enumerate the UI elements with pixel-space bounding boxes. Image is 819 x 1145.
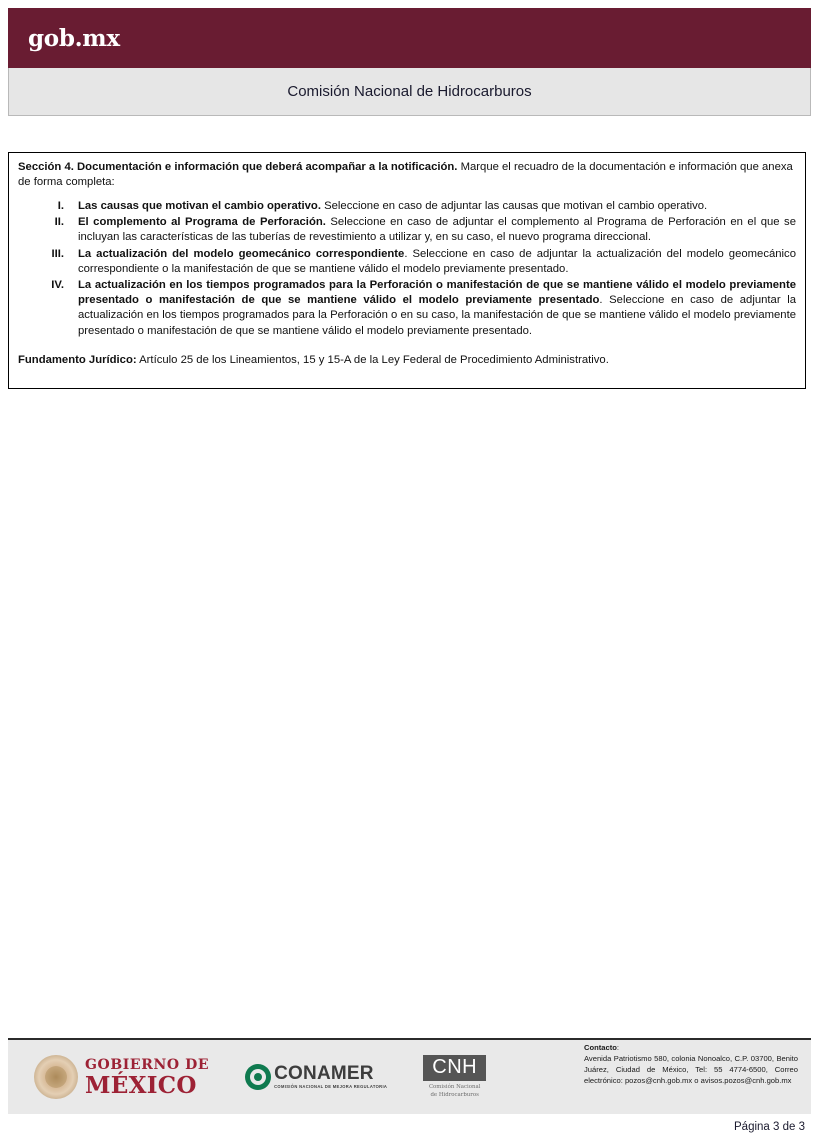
gobierno-de-mexico-logo (34, 1055, 209, 1099)
list-item-numeral: III. (51, 247, 64, 260)
list-item (18, 247, 796, 277)
contact-colon: : (616, 1043, 620, 1052)
page-header (8, 8, 811, 116)
list-item-body: . Seleccione en caso de adjuntar la actualización del modelo geomecánico correspondiente o la manifestación de que se mantiene válido el modelo previamente presentado. (78, 247, 796, 275)
contact-details: Avenida Patriotismo 580, colonia Nonoalco, C.P. 03700, Benito Juárez, Ciudad de México, Tel: 55 4774-6500, Correo electrónico: pozos@cnh.gob.mx o avisos.pozos@cnh.gob.mx (584, 1053, 798, 1085)
conamer-circle-icon (245, 1064, 271, 1090)
legal-basis-text: Artículo 25 de los Lineamientos, 15 y 15-A de la Ley Federal de Procedimiento Administrativo. (136, 353, 609, 366)
list-item-body: Seleccione en caso de adjuntar el complemento al Programa de Perforación en el que se incluyan las características de las tuberías de revestimiento a utilizar y, en su caso, el nuevo programa direccional. (78, 216, 796, 244)
page-number: Página 3 de 3 (734, 1121, 805, 1133)
agency-title-bar (8, 68, 811, 116)
list-item-body: Seleccione en caso de adjuntar las causas que motivan el cambio operativo. (320, 200, 708, 213)
gobmx-brand-bar (8, 8, 811, 68)
list-item-lead: La actualización del modelo geomecánico correspondiente (78, 247, 405, 260)
cnh-subtitle-line-2: de Hidrocarburos (430, 1091, 479, 1098)
list-item-lead: El complemento al Programa de Perforación. (78, 216, 326, 229)
list-item-numeral: I. (57, 200, 64, 213)
list-item-numeral: IV. (51, 278, 64, 291)
section-heading (18, 160, 796, 190)
cnh-subtitle (423, 1084, 486, 1100)
list-item-numeral: II. (54, 216, 64, 229)
list-item (18, 278, 796, 339)
list-item (18, 215, 796, 245)
legal-basis-label: Fundamento Jurídico: (18, 353, 137, 366)
contact-label: Contacto (584, 1043, 617, 1052)
list-item (18, 199, 796, 214)
section-heading-bold: Sección 4. Documentación e información que deberá acompañar a la notificación. (18, 161, 458, 173)
gobierno-line-1: GOBIERNO DE (85, 1056, 210, 1073)
gobmx-logo: gob.mx (28, 24, 120, 52)
documentation-list (18, 199, 796, 339)
conamer-wordmark (274, 1064, 387, 1089)
cnh-acronym: CNH (423, 1055, 486, 1081)
mexican-eagle-seal-icon (34, 1055, 78, 1099)
list-item-lead: Las causas que motivan el cambio operativo. (78, 200, 321, 213)
agency-title: Comisión Nacional de Hidrocarburos (287, 83, 532, 100)
conamer-subtitle: COMISIÓN NACIONAL DE MEJORA REGULATORIA (274, 1084, 388, 1090)
list-item-lead: La actualización en los tiempos programados para la Perforación o manifestación de que se mantiene válido el modelo previamente presentado o manifestación de que se mantiene válido el modelo previamente presentado (78, 278, 796, 307)
legal-basis (18, 353, 796, 368)
cnh-subtitle-line-1: Comisión Nacional (428, 1083, 481, 1090)
gobierno-line-2: MÉXICO (85, 1071, 197, 1099)
cnh-logo (423, 1055, 486, 1100)
footer-logos (8, 1055, 486, 1100)
conamer-name: CONAMER (274, 1063, 374, 1085)
section-content-box (8, 152, 806, 389)
gobierno-de-mexico-wordmark (85, 1058, 209, 1097)
conamer-logo (245, 1064, 387, 1090)
list-item-body: . Seleccione en caso de adjuntar la actualización en los tiempos programados para la Perforación o en su caso, la manifestación de que se mantiene válido el modelo previamente presentado o manifestación de que se mantiene válido el modelo previamente presentado. (78, 294, 796, 337)
section-heading-rest: Marque el recuadro de la documentación e información que anexa de forma completa: (18, 161, 793, 189)
contact-block (584, 1043, 798, 1087)
